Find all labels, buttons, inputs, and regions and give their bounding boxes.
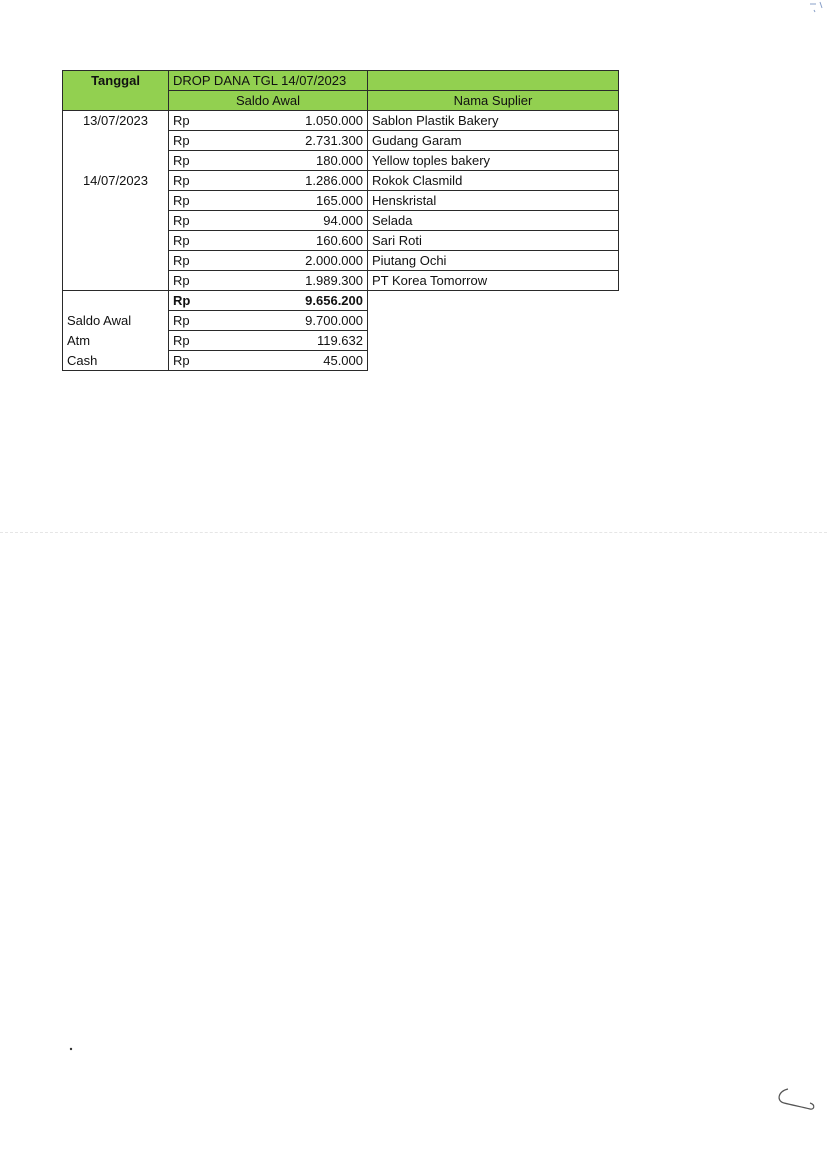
amount-cell: 160.600 <box>209 231 368 251</box>
header-row-2 <box>63 91 619 111</box>
drop-dana-title: DROP DANA TGL 14/07/2023 <box>169 71 368 91</box>
saldo-awal-header: Saldo Awal <box>169 91 368 111</box>
summary-row <box>63 311 619 331</box>
table-row <box>63 111 619 131</box>
blank-cell <box>368 351 619 371</box>
supplier-cell: Yellow toples bakery <box>368 151 619 171</box>
summary-currency: Rp <box>169 331 209 351</box>
amount-cell: 94.000 <box>209 211 368 231</box>
currency-cell: Rp <box>169 131 209 151</box>
currency-cell: Rp <box>169 211 209 231</box>
supplier-cell: Selada <box>368 211 619 231</box>
supplier-cell: Sari Roti <box>368 231 619 251</box>
table-row <box>63 231 619 251</box>
currency-cell: Rp <box>169 171 209 191</box>
supplier-cell: Gudang Garam <box>368 131 619 151</box>
scan-artifact-line <box>0 532 827 533</box>
tanggal-header: Tanggal <box>63 71 169 91</box>
date-cell-empty <box>63 231 169 251</box>
table-row <box>63 151 619 171</box>
date-cell-empty <box>63 211 169 231</box>
date-cell: 14/07/2023 <box>63 171 169 191</box>
total-row <box>63 291 619 311</box>
supplier-cell: PT Korea Tomorrow <box>368 271 619 291</box>
table-row <box>63 271 619 291</box>
summary-amount: 45.000 <box>209 351 368 371</box>
date-cell-empty <box>63 271 169 291</box>
nama-suplier-header: Nama Suplier <box>368 91 619 111</box>
date-cell-empty <box>63 131 169 151</box>
blank-cell <box>368 291 619 311</box>
corner-scan-mark <box>800 0 827 16</box>
currency-cell: Rp <box>169 191 209 211</box>
total-amount: 9.656.200 <box>209 291 368 311</box>
amount-cell: 1.989.300 <box>209 271 368 291</box>
table-row <box>63 131 619 151</box>
summary-label: Cash <box>63 351 169 371</box>
amount-cell: 165.000 <box>209 191 368 211</box>
summary-amount: 9.700.000 <box>209 311 368 331</box>
amount-cell: 1.286.000 <box>209 171 368 191</box>
table-row <box>63 191 619 211</box>
header-date-spacer <box>63 91 169 111</box>
pen-scribble-mark <box>770 1085 820 1115</box>
date-cell-empty <box>63 191 169 211</box>
drop-dana-table <box>62 70 619 371</box>
currency-cell: Rp <box>169 251 209 271</box>
date-cell: 13/07/2023 <box>63 111 169 131</box>
blank-cell <box>368 331 619 351</box>
summary-currency: Rp <box>169 351 209 371</box>
summary-label: Atm <box>63 331 169 351</box>
blank-cell <box>368 311 619 331</box>
summary-amount: 119.632 <box>209 331 368 351</box>
speck-mark <box>68 1046 74 1052</box>
currency-cell: Rp <box>169 271 209 291</box>
table-row <box>63 171 619 191</box>
amount-cell: 2.731.300 <box>209 131 368 151</box>
date-cell-empty <box>63 251 169 271</box>
summary-currency: Rp <box>169 311 209 331</box>
total-label-empty <box>63 291 169 311</box>
summary-row <box>63 351 619 371</box>
currency-cell: Rp <box>169 151 209 171</box>
amount-cell: 2.000.000 <box>209 251 368 271</box>
currency-cell: Rp <box>169 231 209 251</box>
amount-cell: 1.050.000 <box>209 111 368 131</box>
header-row-1 <box>63 71 619 91</box>
supplier-cell: Rokok Clasmild <box>368 171 619 191</box>
supplier-cell: Sablon Plastik Bakery <box>368 111 619 131</box>
date-cell-empty <box>63 151 169 171</box>
header-empty-cell <box>368 71 619 91</box>
total-currency: Rp <box>169 291 209 311</box>
table-row <box>63 251 619 271</box>
supplier-cell: Piutang Ochi <box>368 251 619 271</box>
spreadsheet-printout <box>62 70 619 371</box>
currency-cell: Rp <box>169 111 209 131</box>
supplier-cell: Henskristal <box>368 191 619 211</box>
summary-label: Saldo Awal <box>63 311 169 331</box>
summary-row <box>63 331 619 351</box>
table-row <box>63 211 619 231</box>
amount-cell: 180.000 <box>209 151 368 171</box>
